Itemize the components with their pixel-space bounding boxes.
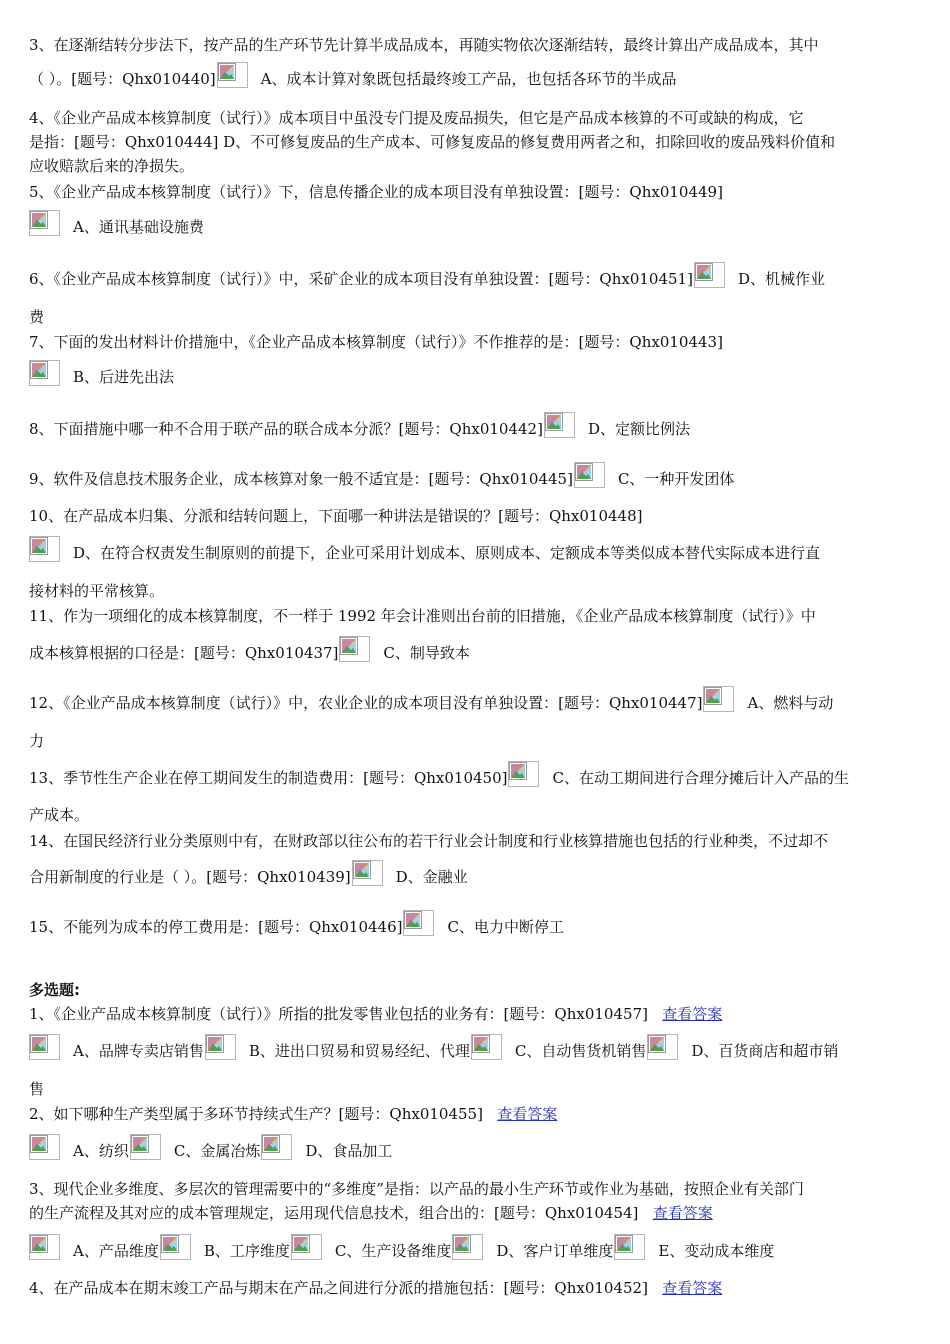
broken-image-icon: [614, 1234, 645, 1260]
option-text: D、百货商店和超市销: [691, 1042, 839, 1060]
answer-text: A、通讯基础设施费: [73, 218, 204, 236]
question-text: 应收赔款后来的净损失。: [29, 157, 195, 175]
question-text: 13、季节性生产企业在停工期间发生的制造费用：[题号：Qhx010450]: [29, 769, 508, 787]
section-title: 多选题:: [29, 981, 80, 999]
broken-image-icon: [29, 1234, 60, 1260]
broken-image-icon: [647, 1034, 678, 1060]
broken-image-icon: [29, 1134, 60, 1160]
broken-image-icon: [130, 1134, 161, 1160]
option-text: A、产品维度: [73, 1242, 159, 1260]
question-line: [29, 761, 849, 787]
question-text: 10、在产品成本归集、分派和结转问题上，下面哪一种讲法是错误的？[题号：Qhx010448]: [29, 507, 643, 525]
broken-image-icon: [339, 636, 370, 662]
option-text: B、进出口贸易和贸易经纪、代理: [248, 1042, 470, 1060]
question-line: [29, 462, 735, 488]
answer-text: 产成本。: [29, 806, 90, 824]
question-text: 11、作为一项细化的成本核算制度，不一样于 1992 年会计准则出台前的旧措施，《企业产品成本核算制度（试行）》中: [29, 607, 816, 625]
answer-line: [29, 536, 821, 562]
question-text: 的生产流程及其对应的成本管理规定，运用现代信息技术，组合出的：[题号：Qhx010454]: [29, 1204, 639, 1222]
question-line: [29, 1103, 557, 1125]
broken-image-icon: [29, 1034, 60, 1060]
broken-image-icon: [29, 210, 60, 236]
question-text: 6、《企业产品成本核算制度（试行）》中，采矿企业的成本项目没有单独设置：[题号：Qhx010451]: [29, 270, 693, 288]
option-text: E、变动成本维度: [658, 1242, 775, 1260]
question-text: 是指：[题号：Qhx010444] D、不可修复废品的生产成本、可修复废品的修复费用两者之和，扣除回收的废品残料价值和: [29, 133, 836, 151]
option-text: C、自动售货机销售: [514, 1042, 647, 1060]
question-text: 2、如下哪种生产类型属于多环节持续式生产？[题号：Qhx010455]: [29, 1105, 483, 1123]
options-line: [29, 1034, 839, 1060]
question-text: 3、在逐渐结转分步法下，按产品的生产环节先计算半成品成本，再随实物依次逐渐结转，最终计算出产成品成本，其中: [29, 36, 819, 54]
answer-line: [29, 210, 204, 236]
broken-image-icon: [471, 1034, 502, 1060]
answer-text: 力: [29, 732, 45, 750]
broken-image-icon: [29, 536, 60, 562]
option-text: A、纺织: [73, 1142, 129, 1160]
view-answer-link[interactable]: 查看答案: [652, 1204, 713, 1222]
broken-image-icon: [352, 860, 383, 886]
question-text: 5、《企业产品成本核算制度（试行）》下，信息传播企业的成本项目没有单独设置：[题号：Qhx010449]: [29, 183, 723, 201]
question-text: 9、软件及信息技术服务企业，成本核算对象一般不适宜是：[题号：Qhx010445]: [29, 470, 573, 488]
option-text: B、工序维度: [203, 1242, 290, 1260]
broken-image-icon: [574, 462, 605, 488]
option-text: 售: [29, 1080, 45, 1098]
option-text: D、客户订单维度: [496, 1242, 614, 1260]
answer-text: D、金融业: [395, 868, 468, 886]
question-text: 15、不能列为成本的停工费用是：[题号：Qhx010446]: [29, 918, 403, 936]
answer-text: 接材料的平常核算。: [29, 582, 165, 600]
question-text: 7、下面的发出材料计价措施中，《企业产品成本核算制度（试行）》不作推荐的是：[题号：Qhx010443]: [29, 333, 723, 351]
question-text: 4、在产品成本在期末竣工产品与期末在产品之间进行分派的措施包括：[题号：Qhx010452]: [29, 1279, 648, 1297]
option-text: D、食品加工: [305, 1142, 393, 1160]
answer-text: A、燃料与动: [747, 694, 834, 712]
option-text: C、金属冶炼: [173, 1142, 261, 1160]
view-answer-link[interactable]: 查看答案: [662, 1279, 723, 1297]
answer-line: [29, 360, 175, 386]
answer-text: D、在符合权责发生制原则的前提下，企业可采用计划成本、原则成本、定额成本等类似成本替代实际成本进行直: [73, 544, 821, 562]
broken-image-icon: [291, 1234, 322, 1260]
broken-image-icon: [217, 62, 248, 88]
question-line: [29, 1003, 722, 1025]
answer-text: D、定额比例法: [587, 420, 690, 438]
option-text: A、品牌专卖店销售: [73, 1042, 204, 1060]
question-text: （ ）。[题号：Qhx010440]: [29, 70, 216, 88]
answer-text: B、后进先出法: [73, 368, 175, 386]
answer-text: C、制导致本: [383, 644, 470, 662]
question-text: 14、在国民经济行业分类原则中有，在财政部以往公布的若干行业会计制度和行业核算措施也包括的行业种类，不过却不: [29, 832, 829, 850]
broken-image-icon: [544, 412, 575, 438]
view-answer-link[interactable]: 查看答案: [497, 1105, 558, 1123]
question-line: [29, 412, 690, 438]
question-line: [29, 1202, 713, 1224]
question-line: [29, 686, 834, 712]
question-text: 12、《企业产品成本核算制度（试行）》中，农业企业的成本项目没有单独设置：[题号：Qhx010447]: [29, 694, 703, 712]
answer-text: C、电力中断停工: [447, 918, 564, 936]
option-text: C、生产设备维度: [334, 1242, 452, 1260]
question-text: 4、《企业产品成本核算制度（试行）》成本项目中虽没专门提及废品损失，但它是产品成本核算的不可或缺的构成，它: [29, 109, 804, 127]
question-text: 成本核算根据的口径是：[题号：Qhx010437]: [29, 644, 339, 662]
view-answer-link[interactable]: 查看答案: [662, 1005, 723, 1023]
broken-image-icon: [452, 1234, 483, 1260]
broken-image-icon: [160, 1234, 191, 1260]
broken-image-icon: [29, 360, 60, 386]
answer-text: A、成本计算对象既包括最终竣工产品，也包括各环节的半成品: [260, 70, 677, 88]
question-line: [29, 910, 564, 936]
options-line: [29, 1134, 393, 1160]
question-line: [29, 636, 470, 662]
question-text: 1、《企业产品成本核算制度（试行）》所指的批发零售业包括的业务有：[题号：Qhx010457]: [29, 1005, 648, 1023]
answer-text: 费: [29, 308, 45, 326]
answer-text: C、在动工期间进行合理分摊后计入产品的生: [552, 769, 849, 787]
broken-image-icon: [403, 910, 434, 936]
broken-image-icon: [205, 1034, 236, 1060]
question-line: [29, 62, 677, 88]
broken-image-icon: [694, 262, 725, 288]
broken-image-icon: [703, 686, 734, 712]
answer-text: C、一种开发团体: [617, 470, 735, 488]
question-text: 合用新制度的行业是（ ）。[题号：Qhx010439]: [29, 868, 351, 886]
question-text: 3、现代企业多维度、多层次的管理需要中的“多维度”是指：以产品的最小生产环节或作业为基础，按照企业有关部门: [29, 1180, 804, 1198]
question-line: [29, 262, 825, 288]
broken-image-icon: [261, 1134, 292, 1160]
answer-text: D、机械作业: [737, 270, 825, 288]
options-line: [29, 1234, 775, 1260]
broken-image-icon: [508, 761, 539, 787]
question-line: [29, 860, 468, 886]
question-line: [29, 1277, 722, 1299]
question-text: 8、下面措施中哪一种不合用于联产品的联合成本分派？[题号：Qhx010442]: [29, 420, 543, 438]
